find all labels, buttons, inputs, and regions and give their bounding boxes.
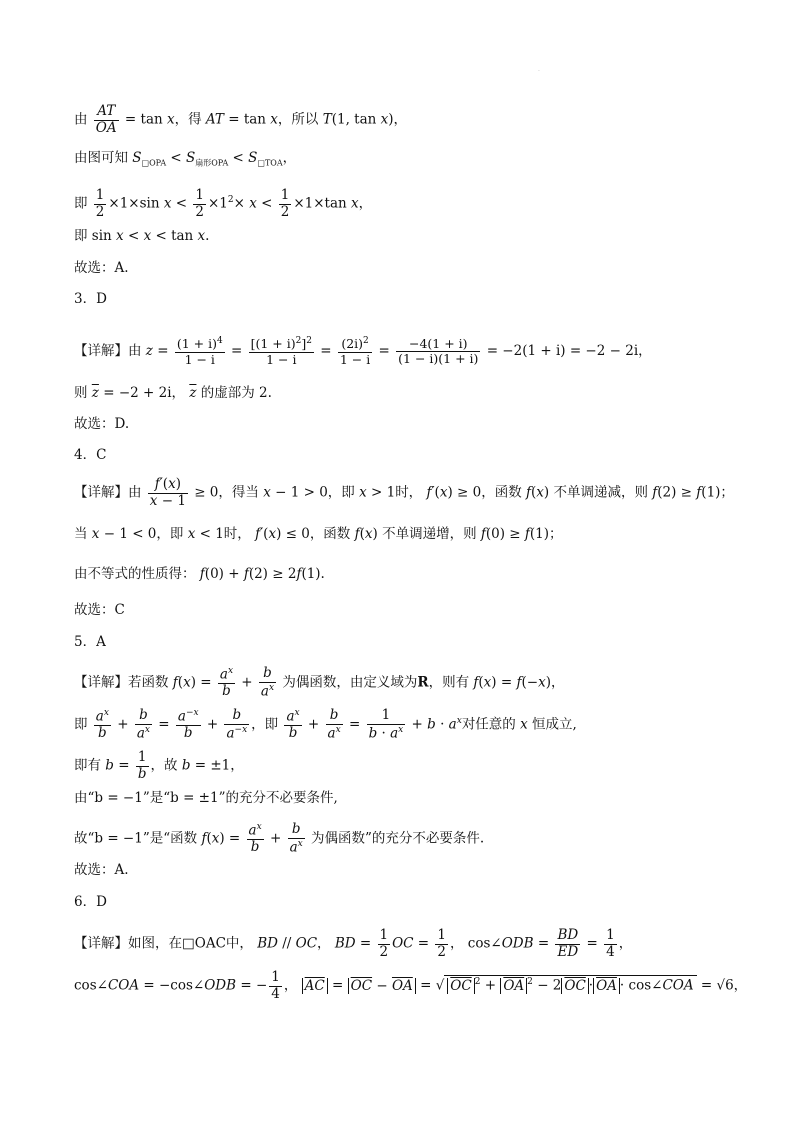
question-5-heading: 5．A xyxy=(74,634,106,650)
q5-detail-line-2: 即 $\frac{a^x}{b}$ + $\frac{b}{a^x}$ = $\frac{a^{-x}}{b}$ + $\frac{b}{a^{-x}}$ ，即 $\frac{a^x}{b}$ + $\frac{b}{a^x}$ = $\frac{1}{b \cdot a^x}$ + $b \cdot a^x$对任意的 x 恒成立, xyxy=(74,707,577,742)
fraction-at-oa: $\frac{AT}{OA}$ xyxy=(95,103,117,136)
answer-choice-5: 故选：A. xyxy=(74,862,129,878)
scan-mark: · xyxy=(538,68,540,75)
answer-choice-4: 故选：C xyxy=(74,602,125,618)
question-6-heading: 6．D xyxy=(74,894,107,910)
q6-detail-line-2: cos∠COA = −cos∠ODB = − $\frac{1}{4}$ ， $\overline{AC} = \overline{OC} - \overline{OA}$ = √ OC $^2 + \overline{OA}$ $^2$ − 2 $\overline{OC} \cdot \overline{OA}$ · cos∠COA = √6， xyxy=(74,969,748,1002)
question-3-heading: 3．D xyxy=(74,291,107,307)
q4-conclusion-line: 由不等式的性质得： f(0) + f(2) ≥ 2f(1). xyxy=(74,566,325,582)
q5-detail-line-3: 即有 b = $\frac{1}{b}$ ，故 b = ±1， xyxy=(74,749,244,782)
q4-detail-line-1: 【详解】由 $\frac{f'(x)}{x - 1}$ ≥ 0，得当 x − 1 > 0，即 x > 1时， f′(x) ≥ 0，函数 f(x) 不单调递减，则 f(2) ≥ f(1)； xyxy=(74,476,734,509)
q3-conjugate-line: 则 $\overline{z} = -2 + 2i$， $\overline{z}$ 的虚部为 2. xyxy=(74,385,272,401)
q5-detail-line-4: 由“b = −1”是“b = ±1”的充分不必要条件, xyxy=(74,790,338,806)
q5-detail-line-5: 故“b = −1”是“函数 f(x) = $\frac{a^x}{b}$ + $\frac{b}{a^x}$ 为偶函数”的充分不必要条件. xyxy=(74,821,485,856)
q3-detail-line: 【详解】由 z = $\frac{(1 + i)^4}{1 - i}$ = $\frac{[(1 + i)^2]^2}{1 - i}$ = $\frac{(2i)^2}{1 - i}$ = $\frac{-4(1 + i)}{(1 - i)(1 + i)}$ = −2(1 + i) = −2 − 2i， xyxy=(74,335,652,367)
question-4-heading: 4．C xyxy=(74,447,107,463)
q6-detail-line-1: 【详解】如图，在□OAC中， BD // OC， BD = $\frac{1}{2}$ OC = $\frac{1}{2}$ ， cos∠ODB = $\frac{BD}{ED}$ = $\frac{1}{4}$ ， xyxy=(74,927,633,960)
q4-detail-line-2: 当 x − 1 < 0，即 x < 1时， f′(x) ≤ 0，函数 f(x) 不单调递增，则 f(0) ≥ f(1)； xyxy=(74,526,563,542)
proof-line-3: 即 $\frac{1}{2}$ ×1×sin x < $\frac{1}{2}$ $\times 1^2\times x$ < $\frac{1}{2}$ ×1×tan x， xyxy=(74,187,373,220)
answer-choice-2: 故选：A. xyxy=(74,260,129,276)
proof-line-2: 由图可知 $S_{□OPA} < S_{扇形OPA} < S_{□TOA}$， xyxy=(74,150,297,168)
answer-choice-3: 故选：D. xyxy=(74,416,130,432)
proof-line-1: 由 $\frac{AT}{OA}$ = tan x，得 AT = tan x，所以 T(1, tan x)， xyxy=(74,103,408,136)
proof-line-4: 即 sin x < x < tan x. xyxy=(74,228,210,244)
q5-detail-line-1: 【详解】若函数 f(x) = $\frac{a^x}{b}$ + $\frac{b}{a^x}$ 为偶函数，由定义域为R，则有 f(x) = f(−x)， xyxy=(74,665,565,700)
